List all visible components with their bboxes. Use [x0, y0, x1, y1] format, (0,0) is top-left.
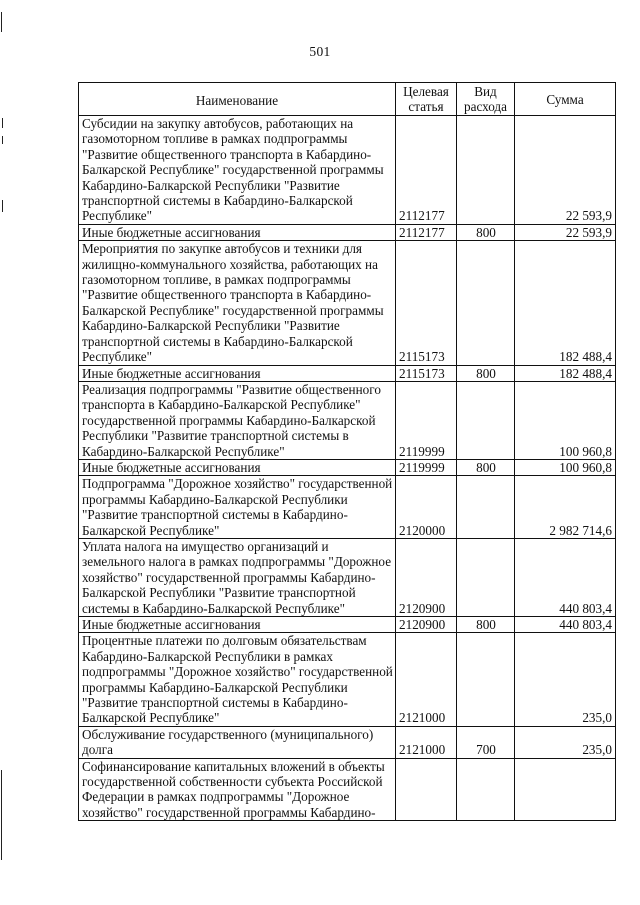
row-sum: 100 960,8 — [515, 381, 616, 459]
row-type — [457, 116, 515, 225]
row-name: Обслуживание государственного (муниципального) долга — [79, 726, 396, 758]
scan-artifact — [2, 200, 3, 212]
table-row — [79, 617, 616, 633]
row-name: Реализация подпрограммы "Развитие общественного транспорта в Кабардино-Балкарской Республике" государственной программы Кабардино-Балкарской Республики "Развитие транспортной системы в Кабардино-Балкарской Республике" — [79, 381, 396, 459]
row-name: Иные бюджетные ассигнования — [79, 365, 396, 381]
row-type: 800 — [457, 459, 515, 475]
row-type — [457, 538, 515, 616]
row-article: 2112177 — [396, 116, 457, 225]
row-sum: 182 488,4 — [515, 365, 616, 381]
row-name: Процентные платежи по долговым обязательствам Кабардино-Балкарской Республики в рамках подпрограммы "Дорожное хозяйство" государственной программы Кабардино-Балкарской Республики "Развитие транспортной системы в Кабардино-Балкарской Республике" — [79, 633, 396, 726]
table-row — [79, 224, 616, 240]
header-name: Наименование — [79, 83, 396, 116]
table-row — [79, 241, 616, 365]
table-row — [79, 538, 616, 616]
row-type — [457, 633, 515, 726]
table-row — [79, 459, 616, 475]
page-number: 501 — [309, 44, 331, 59]
row-type: 800 — [457, 224, 515, 240]
scan-artifact — [2, 118, 3, 128]
row-sum: 235,0 — [515, 726, 616, 758]
row-name: Уплата налога на имущество организаций и земельного налога в рамках подпрограммы "Дорожное хозяйство" государственной программы Кабардино-Балкарской Республики "Развитие транспортной системы в Кабардино-Балкарской Республике" — [79, 538, 396, 616]
table-row-partial — [79, 758, 616, 820]
row-article: 2121000 — [396, 726, 457, 758]
row-name: Субсидии на закупку автобусов, работающих на газомоторном топливе в рамках подпрограммы "Развитие общественного транспорта в Кабардино-Балкарской Республике" государственной программы Кабардино-Балкарской Республики "Развитие транспортной системы в Кабардино-Балкарской Республике" — [79, 116, 396, 225]
row-article: 2115173 — [396, 365, 457, 381]
header-type: Вид расхода — [457, 83, 515, 116]
row-type — [457, 381, 515, 459]
row-sum: 235,0 — [515, 633, 616, 726]
row-sum: 100 960,8 — [515, 459, 616, 475]
header-sum: Сумма — [515, 83, 616, 116]
row-name: Иные бюджетные ассигнования — [79, 617, 396, 633]
row-article: 2120900 — [396, 538, 457, 616]
table-row — [79, 726, 616, 758]
row-article: 2119999 — [396, 459, 457, 475]
row-article: 2121000 — [396, 633, 457, 726]
budget-table — [78, 82, 616, 821]
row-sum: 440 803,4 — [515, 617, 616, 633]
row-type: 700 — [457, 726, 515, 758]
row-type — [457, 758, 515, 820]
row-sum: 2 982 714,6 — [515, 476, 616, 539]
table-body — [79, 116, 616, 821]
row-name: Иные бюджетные ассигнования — [79, 224, 396, 240]
row-article: 2120000 — [396, 476, 457, 539]
table-row — [79, 116, 616, 225]
row-sum — [515, 758, 616, 820]
row-sum: 22 593,9 — [515, 224, 616, 240]
row-type — [457, 241, 515, 365]
row-type — [457, 476, 515, 539]
row-name: Подпрограмма "Дорожное хозяйство" государственной программы Кабардино-Балкарской Республики "Развитие транспортной системы в Кабардино-Балкарской Республике" — [79, 476, 396, 539]
scan-artifact — [2, 136, 3, 144]
row-type: 800 — [457, 365, 515, 381]
row-name: Мероприятия по закупке автобусов и техники для жилищно-коммунального хозяйства, работающих на газомоторном топливе, в рамках подпрограммы "Развитие общественного транспорта в Кабардино-Балкарской Республике" государственной программы Кабардино-Балкарской Республики "Развитие транспортной системы в Кабардино-Балкарской Республике" — [79, 241, 396, 365]
scan-artifact — [1, 770, 2, 860]
table-row — [79, 365, 616, 381]
header-article: Целевая статья — [396, 83, 457, 116]
scan-artifact — [1, 12, 2, 32]
row-type: 800 — [457, 617, 515, 633]
table-row — [79, 633, 616, 726]
row-sum: 182 488,4 — [515, 241, 616, 365]
table-header-row — [79, 83, 616, 116]
row-article: 2120900 — [396, 617, 457, 633]
row-article: 2119999 — [396, 381, 457, 459]
row-article: 2112177 — [396, 224, 457, 240]
table-row — [79, 381, 616, 459]
row-article: 2115173 — [396, 241, 457, 365]
row-sum: 440 803,4 — [515, 538, 616, 616]
row-name: Софинансирование капитальных вложений в объекты государственной собственности субъекта Российской Федерации в рамках подпрограммы "Дорожное хозяйство" государственной программы Кабардино- — [82, 758, 385, 820]
table-row — [79, 476, 616, 539]
row-sum: 22 593,9 — [515, 116, 616, 225]
row-article — [396, 758, 457, 820]
row-name: Иные бюджетные ассигнования — [79, 459, 396, 475]
